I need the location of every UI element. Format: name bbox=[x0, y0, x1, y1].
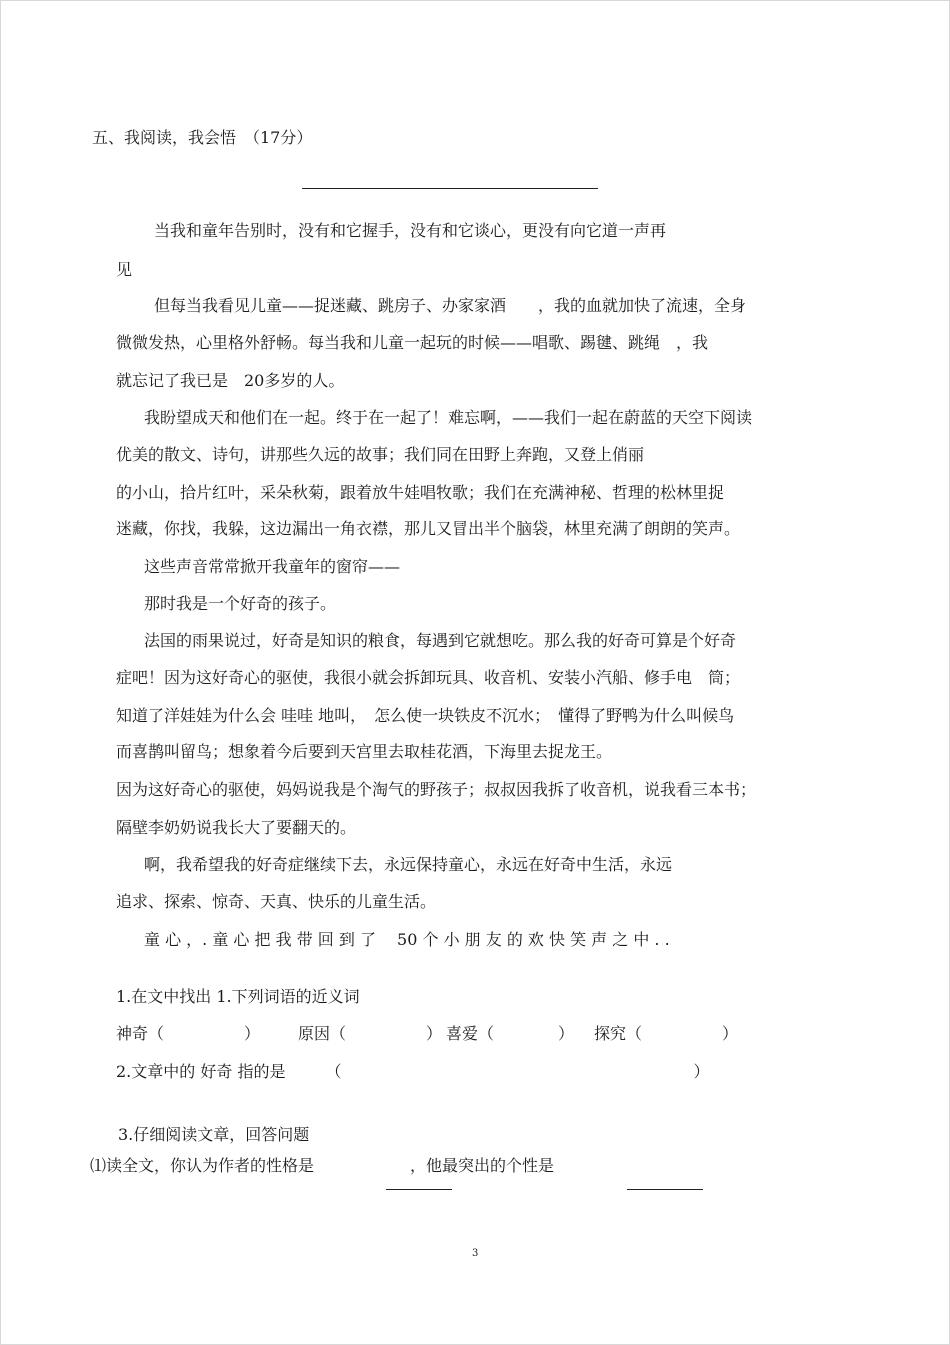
passage-line: 症吧！因为这好奇心的驱使，我很小就会拆卸玩具、收音机、安装小汽船、修手电 筒； bbox=[116, 668, 741, 687]
passage-line: 童 心 ，. 童 心 把 我 带 回 到 了 50 个 小 朋 友 的 欢 快 笑 声 之 中 . . bbox=[144, 930, 670, 949]
answer-blank[interactable] bbox=[627, 1189, 703, 1190]
question-2: 2.文章中的 好奇 指的是 （ ） bbox=[116, 1062, 710, 1081]
passage-line: 见 bbox=[116, 260, 133, 279]
passage-line: 知道了洋娃娃为什么会 哇哇 地叫， 怎么使一块铁皮不沉水； 懂得了野鸭为什么叫候鸟 bbox=[116, 706, 735, 725]
passage-line: 微微发热，心里格外舒畅。每当我和儿童一起玩的时候——唱歌、踢毽、跳绳 ，我 bbox=[116, 333, 709, 352]
passage-line: 我盼望成天和他们在一起。终于在一起了！难忘啊，——我们一起在蔚蓝的天空下阅读 bbox=[144, 408, 753, 427]
passage-line: 那时我是一个好奇的孩子。 bbox=[144, 594, 337, 613]
question-3-1: ⑴读全文，你认为作者的性格是 ，他最突出的个性是 bbox=[90, 1156, 555, 1175]
passage-line: 当我和童年告别时，没有和它握手，没有和它谈心，更没有向它道一声再 bbox=[154, 221, 667, 240]
passage-line: 追求、探索、惊奇、天真、快乐的儿童生活。 bbox=[116, 892, 437, 911]
question-1-title: 1.在文中找出 1.下列词语的近义词 bbox=[116, 987, 360, 1006]
answer-blank[interactable] bbox=[386, 1189, 452, 1190]
passage-line: 隔壁李奶奶说我长大了要翻天的。 bbox=[116, 818, 357, 837]
page-number: 3 bbox=[472, 1248, 479, 1259]
passage-line: 而喜鹊叫留鸟；想象着今后要到天宫里去取桂花酒，下海里去捉龙王。 bbox=[116, 742, 613, 761]
question-1-word: 探究（ ） bbox=[594, 1024, 739, 1043]
passage-line: 啊，我希望我的好奇症继续下去，永远保持童心，永远在好奇中生活，永远 bbox=[144, 855, 673, 874]
passage-title-blank bbox=[302, 188, 598, 189]
question-1-word: 神奇（ ） bbox=[116, 1024, 261, 1043]
section-heading: 五、我阅读，我会悟 （17分） bbox=[92, 128, 313, 147]
passage-line: 就忘记了我已是 20多岁的人。 bbox=[116, 371, 345, 390]
passage-line: 但每当我看见儿童——捉迷藏、跳房子、办家家酒 ，我的血就加快了流速，全身 bbox=[154, 296, 747, 315]
question-1-word: 喜爱（ ） bbox=[446, 1024, 575, 1043]
passage-line: 因为这好奇心的驱使，妈妈说我是个淘气的野孩子；叔叔因我拆了收音机，说我看三本书； bbox=[116, 780, 757, 799]
passage-line: 优美的散文、诗句，讲那些久远的故事；我们同在田野上奔跑，又登上俏丽 bbox=[116, 445, 645, 464]
question-3-title: 3.仔细阅读文章，回答问题 bbox=[118, 1125, 310, 1144]
question-1-word: 原因（ ） bbox=[298, 1024, 443, 1043]
passage-line: 迷藏，你找，我躲，这边漏出一角衣襟，那儿又冒出半个脑袋，林里充满了朗朗的笑声。 bbox=[116, 519, 741, 538]
passage-line: 的小山，拾片红叶，采朵秋菊，跟着放牛娃唱牧歌；我们在充满神秘、哲理的松林里捉 bbox=[116, 483, 725, 502]
passage-line: 法国的雨果说过，好奇是知识的粮食，每遇到它就想吃。那么我的好奇可算是个好奇 bbox=[144, 631, 737, 650]
passage-line: 这些声音常常掀开我童年的窗帘—— bbox=[144, 557, 401, 576]
